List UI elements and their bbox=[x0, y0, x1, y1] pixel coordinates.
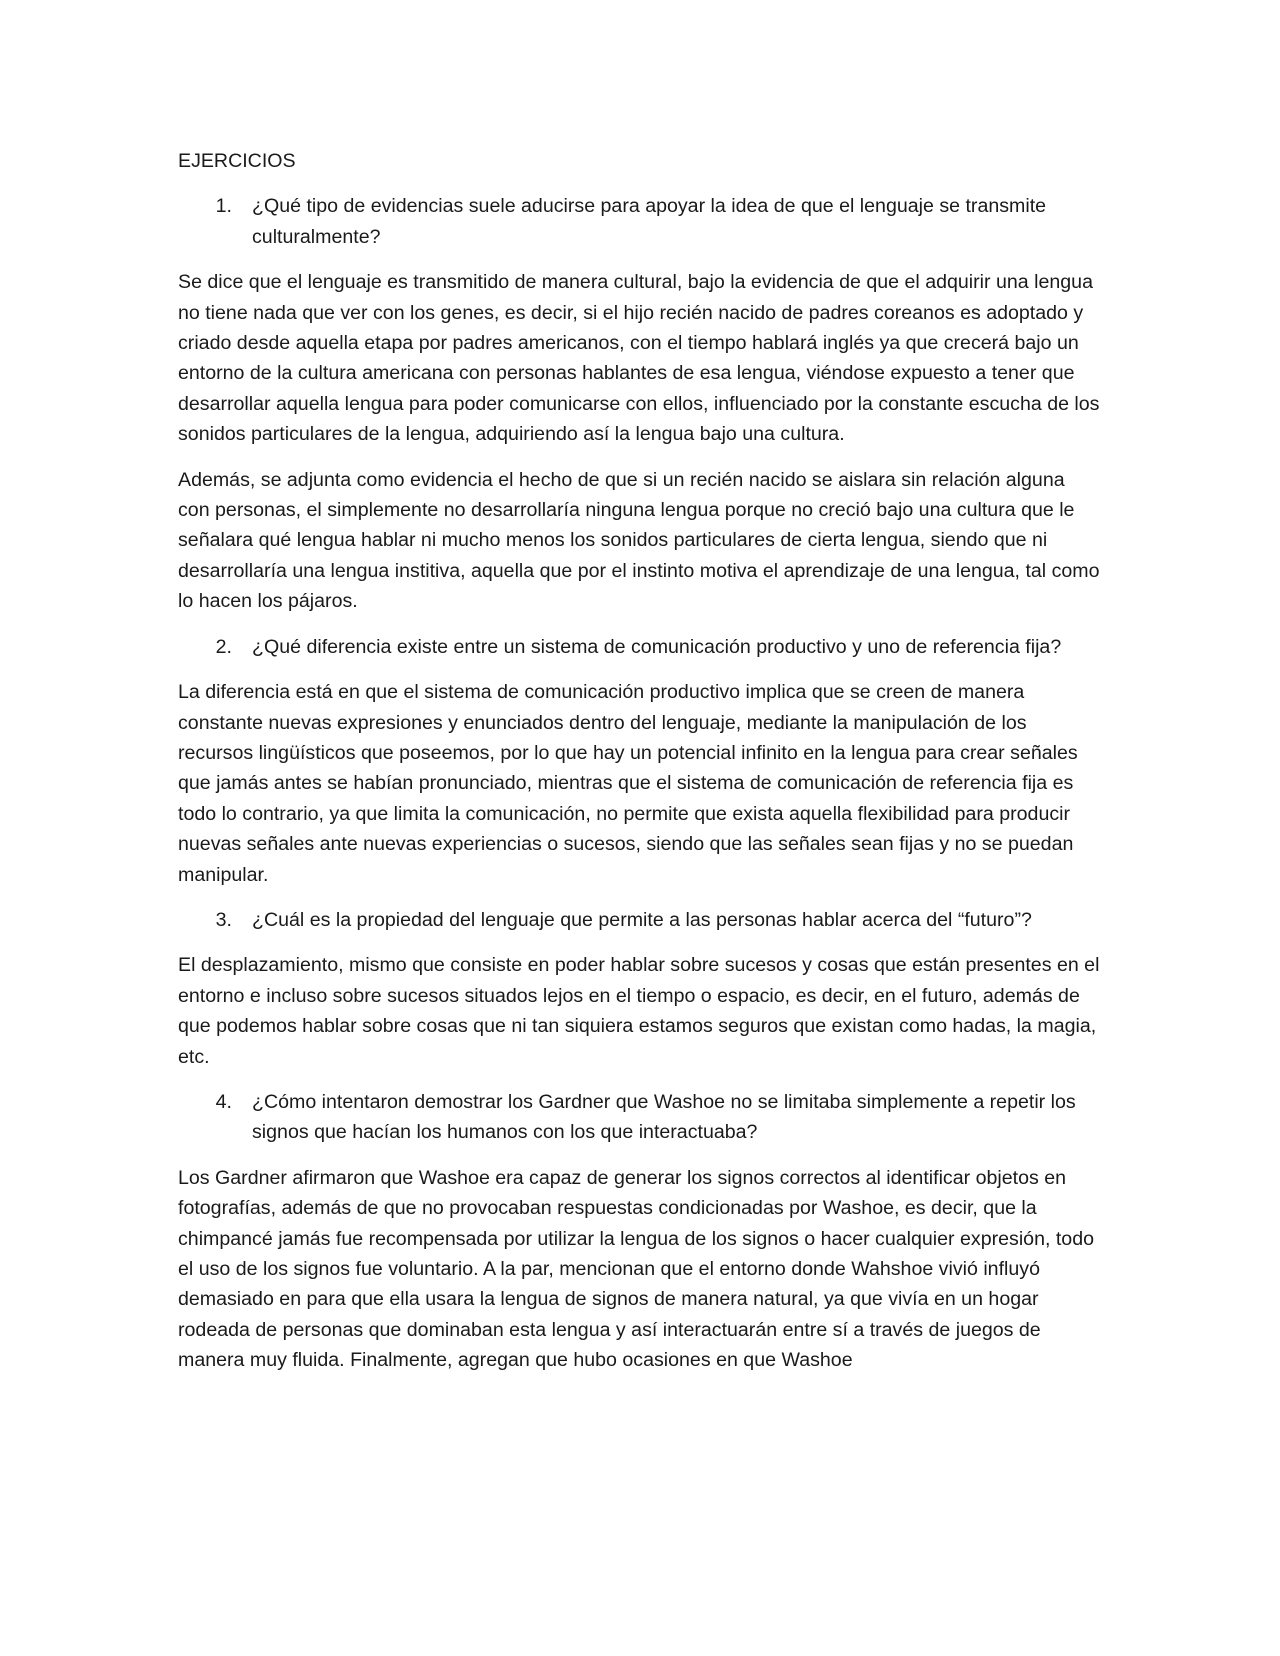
question-text: ¿Cómo intentaron demostrar los Gardner que Washoe no se limitaba simplemente a repetir los signos que hacían los humanos con los que interactuaba? bbox=[252, 1090, 1076, 1144]
answer-paragraph: El desplazamiento, mismo que consiste en poder hablar sobre sucesos y cosas que están presentes en el entorno e incluso sobre sucesos situados lejos en el tiempo o espacio, es decir, en el futuro, además de que podemos hablar sobre cosas que ni tan siquiera estamos seguros que existan como hadas, la magia, etc. bbox=[178, 954, 1100, 1068]
question-text: ¿Qué tipo de evidencias suele aducirse para apoyar la idea de que el lenguaje se transmite culturalmente? bbox=[252, 195, 1047, 248]
document-heading: EJERCICIOS bbox=[178, 150, 296, 172]
answer-paragraph: Además, se adjunta como evidencia el hecho de que si un recién nacido se aislara sin relación alguna con personas, el simplemente no desarrollaría ninguna lengua porque no creció bajo una cultura que le señalara qué lengua hablar ni mucho menos los sonidos particulares de cierta lengua, siendo que ni desarrollaría una lengua institiva, aquella que por el instinto motiva el aprendizaje de una lengua, tal como lo hacen los pájaros. bbox=[178, 468, 1100, 613]
question-number: 1. bbox=[215, 195, 232, 218]
answer-paragraph: Se dice que el lenguaje es transmitido de manera cultural, bajo la evidencia de que el adquirir una lengua no tiene nada que ver con los genes, es decir, si el hijo recién nacido de padres coreanos es adoptado y criado desde aquella etapa por padres americanos, con el tiempo hablará inglés ya que crecerá bajo un entorno de la cultura americana con personas hablantes de esa lengua, viéndose expuesto a tener que desarrollar aquella lengua para poder comunicarse con ellos, influenciado por la constante escucha de los sonidos particulares de la lengua, adquiriendo así la lengua bajo una cultura. bbox=[178, 271, 1100, 446]
answer-paragraph: La diferencia está en que el sistema de comunicación productivo implica que se creen de manera constante nuevas expresiones y enunciados dentro del lenguaje, mediante la manipulación de los recursos lingüísticos que poseemos, por lo que hay un potencial infinito en la lengua para crear señales que jamás antes se habían pronunciado, mientras que el sistema de comunicación de referencia fija es todo lo contrario, ya que limita la comunicación, no permite que exista aquella flexibilidad para producir nuevas señales ante nuevas experiencias o sucesos, siendo que las señales sean fijas y no se puedan manipular. bbox=[178, 681, 1078, 886]
question-text: ¿Qué diferencia existe entre un sistema de comunicación productivo y uno de referencia fija? bbox=[252, 635, 1062, 658]
answer-paragraph: Los Gardner afirmaron que Washoe era capaz de generar los signos correctos al identificar objetos en fotografías, además de que no provocaban respuestas condicionadas por Washoe, es decir, que la chimpancé jamás fue recompensada por utilizar la lengua de los signos o hacer cualquier expresión, todo el uso de los signos fue voluntario. A la par, mencionan que el entorno donde Wahshoe vivió influyó demasiado en para que ella usara la lengua de signos de manera natural, ya que vivía en un hogar rodeada de personas que dominaban esta lengua y así interactuarán entre sí a través de juegos de manera muy fluida. Finalmente, agregan que hubo ocasiones en que Washoe bbox=[178, 1166, 1094, 1372]
question-text: ¿Cuál es la propiedad del lenguaje que permite a las personas hablar acerca del “futuro”? bbox=[252, 908, 1032, 931]
question-3 bbox=[178, 905, 1100, 935]
document-body bbox=[178, 146, 1100, 1391]
question-2 bbox=[178, 632, 1100, 662]
question-4 bbox=[178, 1087, 1100, 1148]
question-number: 3. bbox=[215, 908, 232, 931]
question-number: 4. bbox=[215, 1090, 232, 1113]
question-1 bbox=[178, 191, 1100, 252]
question-number: 2. bbox=[215, 635, 232, 658]
